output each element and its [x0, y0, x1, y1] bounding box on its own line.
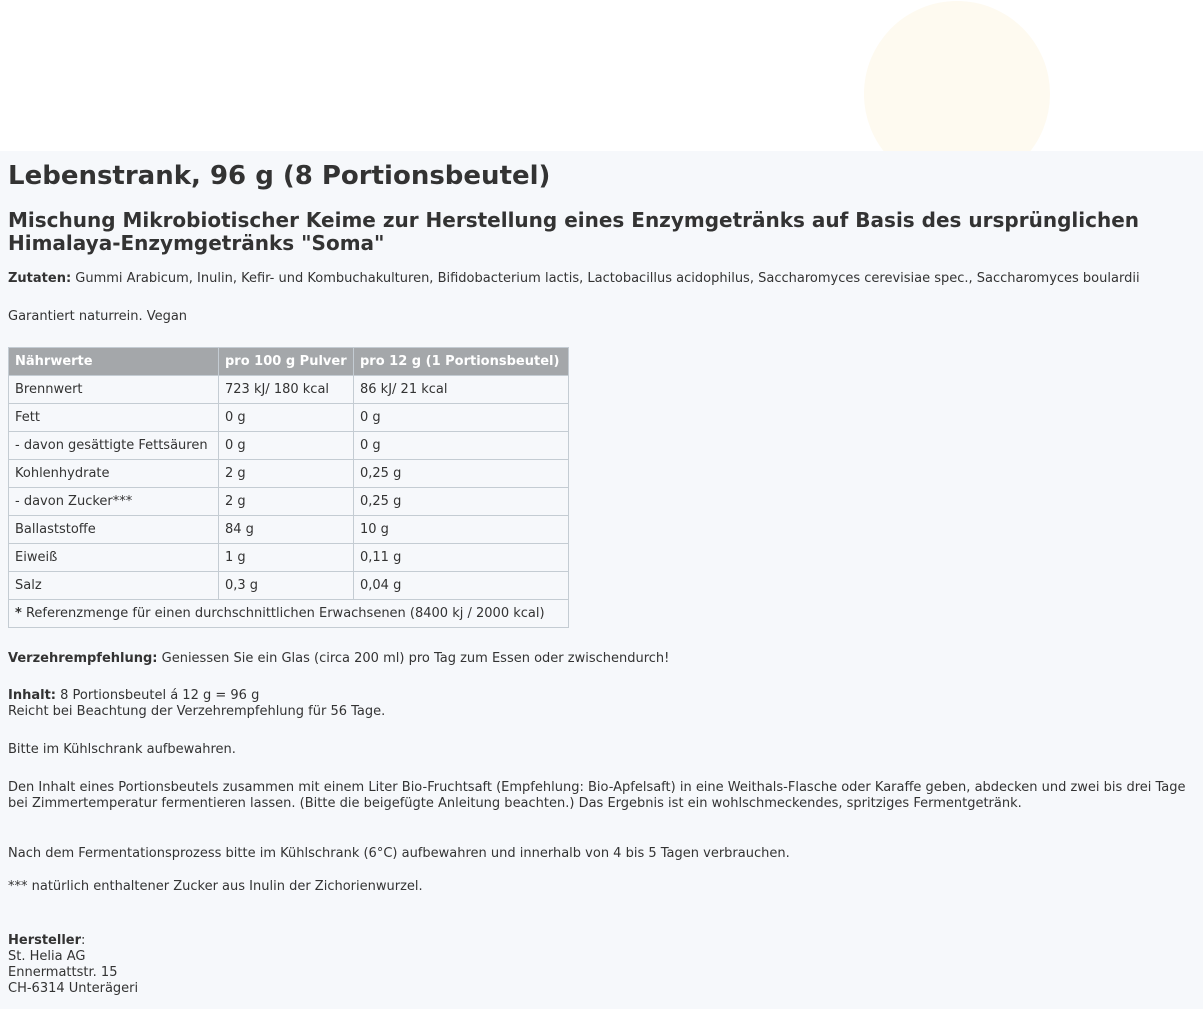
footnote-mark: *: [15, 606, 22, 621]
table-header-row: [9, 348, 569, 376]
cell-per-portion: 0,11 g: [354, 544, 569, 572]
header-per-100g: pro 100 g Pulver: [219, 348, 354, 376]
cell-per-100g: 2 g: [219, 488, 354, 516]
cell-nutrient: Kohlenhydrate: [9, 460, 219, 488]
cell-per-100g: 0,3 g: [219, 572, 354, 600]
cell-per-100g: 723 kJ/ 180 kcal: [219, 376, 354, 404]
cell-per-100g: 0 g: [219, 432, 354, 460]
contents-text: 8 Portionsbeutel á 12 g = 96 g: [56, 688, 260, 703]
sugar-footnote: *** natürlich enthaltener Zucker aus Inulin der Zichorienwurzel.: [8, 879, 423, 894]
ingredients: [8, 271, 1203, 287]
recommendation-label: Verzehrempfehlung:: [8, 651, 158, 666]
cell-per-portion: 0 g: [354, 432, 569, 460]
cell-per-100g: 2 g: [219, 460, 354, 488]
cell-nutrient: Brennwert: [9, 376, 219, 404]
quality-note: Garantiert naturrein. Vegan: [8, 309, 188, 324]
ingredients-label: Zutaten:: [8, 271, 72, 286]
table-row: [9, 516, 569, 544]
cell-per-portion: 86 kJ/ 21 kcal: [354, 376, 569, 404]
table-row: [9, 432, 569, 460]
consumption-recommendation: [8, 651, 1203, 667]
product-title: Lebenstrank, 96 g (8 Portionsbeutel): [8, 161, 551, 191]
cell-nutrient: Ballaststoffe: [9, 516, 219, 544]
storage-note: Bitte im Kühlschrank aufbewahren.: [8, 742, 236, 757]
table-row: [9, 460, 569, 488]
table-row: [9, 404, 569, 432]
ingredients-text: Gummi Arabicum, Inulin, Kefir- und Kombuchakulturen, Bifidobacterium lactis, Lactobacillus acidophilus, Saccharomyces cerevisiae spec., Saccharomyces boulardii: [71, 271, 1140, 286]
cell-per-portion: 10 g: [354, 516, 569, 544]
preparation-instructions: Den Inhalt eines Portionsbeutels zusammen mit einem Liter Bio-Fruchtsaft (Empfehlung: Bio-Apfelsaft) in eine Weithals-Flasche oder Karaffe geben, abdecken und zwei bis drei Tage bei Zimmertemperatur fermentieren lassen. (Bitte die beigefügte Anleitung beachten.) Das Ergebnis ist ein wohlschmeckendes, spritziges Fermentgetränk.: [8, 780, 1186, 811]
product-description: [0, 151, 1203, 1009]
manufacturer-label: Hersteller: [8, 933, 82, 948]
table-footnote-row: [9, 600, 569, 628]
recommendation-text: Geniessen Sie ein Glas (circa 200 ml) pro Tag zum Essen oder zwischendurch!: [157, 651, 670, 666]
header-nutrients: Nährwerte: [9, 348, 219, 376]
cell-per-portion: 0,04 g: [354, 572, 569, 600]
manufacturer-city: CH-6314 Unterägeri: [8, 981, 139, 996]
cell-nutrient: - davon gesättigte Fettsäuren: [9, 432, 219, 460]
cell-per-portion: 0 g: [354, 404, 569, 432]
product-subtitle: Mischung Mikrobiotischer Keime zur Herstellung eines Enzymgetränks auf Basis des ursprünglichen Himalaya-Enzymgetränks "Soma": [8, 208, 1140, 255]
cell-per-100g: 84 g: [219, 516, 354, 544]
nutrition-table: [8, 347, 569, 628]
table-row: [9, 488, 569, 516]
table-footnote: [9, 600, 569, 628]
header-area: [0, 0, 1203, 151]
manufacturer-info: [8, 933, 1203, 997]
table-row: [9, 376, 569, 404]
table-row: [9, 572, 569, 600]
cell-nutrient: Fett: [9, 404, 219, 432]
decorative-circle: [864, 1, 1050, 151]
footnote-text: Referenzmenge für einen durchschnittlichen Erwachsenen (8400 kj / 2000 kcal): [21, 606, 545, 621]
manufacturer-name: St. Helia AG: [8, 949, 86, 964]
cell-nutrient: Eiweiß: [9, 544, 219, 572]
cell-per-100g: 1 g: [219, 544, 354, 572]
cell-per-100g: 0 g: [219, 404, 354, 432]
after-fermentation-note: Nach dem Fermentationsprozess bitte im Kühlschrank (6°C) aufbewahren und innerhalb von 4 bis 5 Tagen verbrauchen.: [8, 846, 790, 861]
manufacturer-colon: :: [81, 933, 86, 948]
contents-label: Inhalt:: [8, 688, 56, 703]
package-contents: [8, 688, 1203, 720]
cell-nutrient: - davon Zucker***: [9, 488, 219, 516]
contents-duration: Reicht bei Beachtung der Verzehrempfehlung für 56 Tage.: [8, 704, 386, 719]
cell-nutrient: Salz: [9, 572, 219, 600]
cell-per-portion: 0,25 g: [354, 488, 569, 516]
table-row: [9, 544, 569, 572]
header-per-portion: pro 12 g (1 Portionsbeutel): [354, 348, 569, 376]
manufacturer-street: Ennermattstr. 15: [8, 965, 118, 980]
cell-per-portion: 0,25 g: [354, 460, 569, 488]
